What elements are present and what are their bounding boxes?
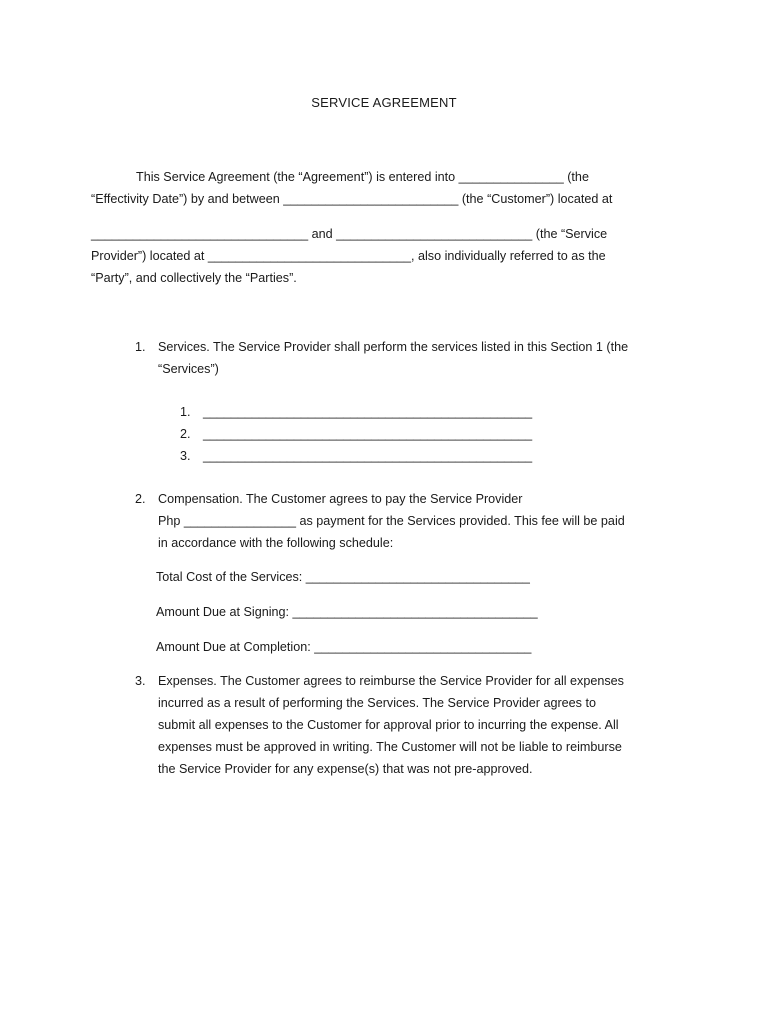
service-item-blank: _______________________________________________	[203, 405, 533, 419]
section-text-line: Compensation. The Customer agrees to pay the Service Provider	[158, 492, 523, 506]
intro-line: “Effectivity Date”) by and between _________________________ (the “Customer”) located at	[91, 192, 613, 206]
section-text-line: Expenses. The Customer agrees to reimburse the Service Provider for all expenses	[158, 674, 624, 688]
section-text-line: in accordance with the following schedule:	[158, 536, 394, 550]
section-text-line: expenses must be approved in writing. The Customer will not be liable to reimburse	[158, 740, 622, 754]
section-text-line: Php ________________ as payment for the Services provided. This fee will be paid	[158, 514, 625, 528]
intro-line: Provider”) located at _____________________________, also individually referred to as the	[91, 249, 606, 263]
section-text-line: incurred as a result of performing the Services. The Service Provider agrees to	[158, 696, 596, 710]
section-number: 3.	[135, 674, 146, 688]
section-text-line: the Service Provider for any expense(s) that was not pre-approved.	[158, 762, 533, 776]
intro-line: “Party”, and collectively the “Parties”.	[91, 271, 297, 285]
section-text-line: submit all expenses to the Customer for approval prior to incurring the expense. All	[158, 718, 619, 732]
intro-line: _______________________________ and ____________________________ (the “Service	[91, 227, 608, 241]
section-text-line: “Services”)	[158, 362, 219, 376]
service-item-blank: _______________________________________________	[203, 427, 533, 441]
section-number: 2.	[135, 492, 146, 506]
section-text-line: Services. The Service Provider shall perform the services listed in this Section 1 (the	[158, 340, 629, 354]
schedule-line: Amount Due at Signing: ___________________________________	[156, 605, 538, 619]
service-item-blank: _______________________________________________	[203, 449, 533, 463]
service-item-number: 3.	[180, 449, 191, 463]
service-item-number: 2.	[180, 427, 191, 441]
schedule-line: Total Cost of the Services: ________________________________	[156, 570, 530, 584]
schedule-line: Amount Due at Completion: _______________________________	[156, 640, 532, 654]
section-number: 1.	[135, 340, 146, 354]
service-item-number: 1.	[180, 405, 191, 419]
intro-line: This Service Agreement (the “Agreement”) is entered into _______________ (the	[136, 170, 589, 184]
document-title: SERVICE AGREEMENT	[311, 95, 457, 110]
